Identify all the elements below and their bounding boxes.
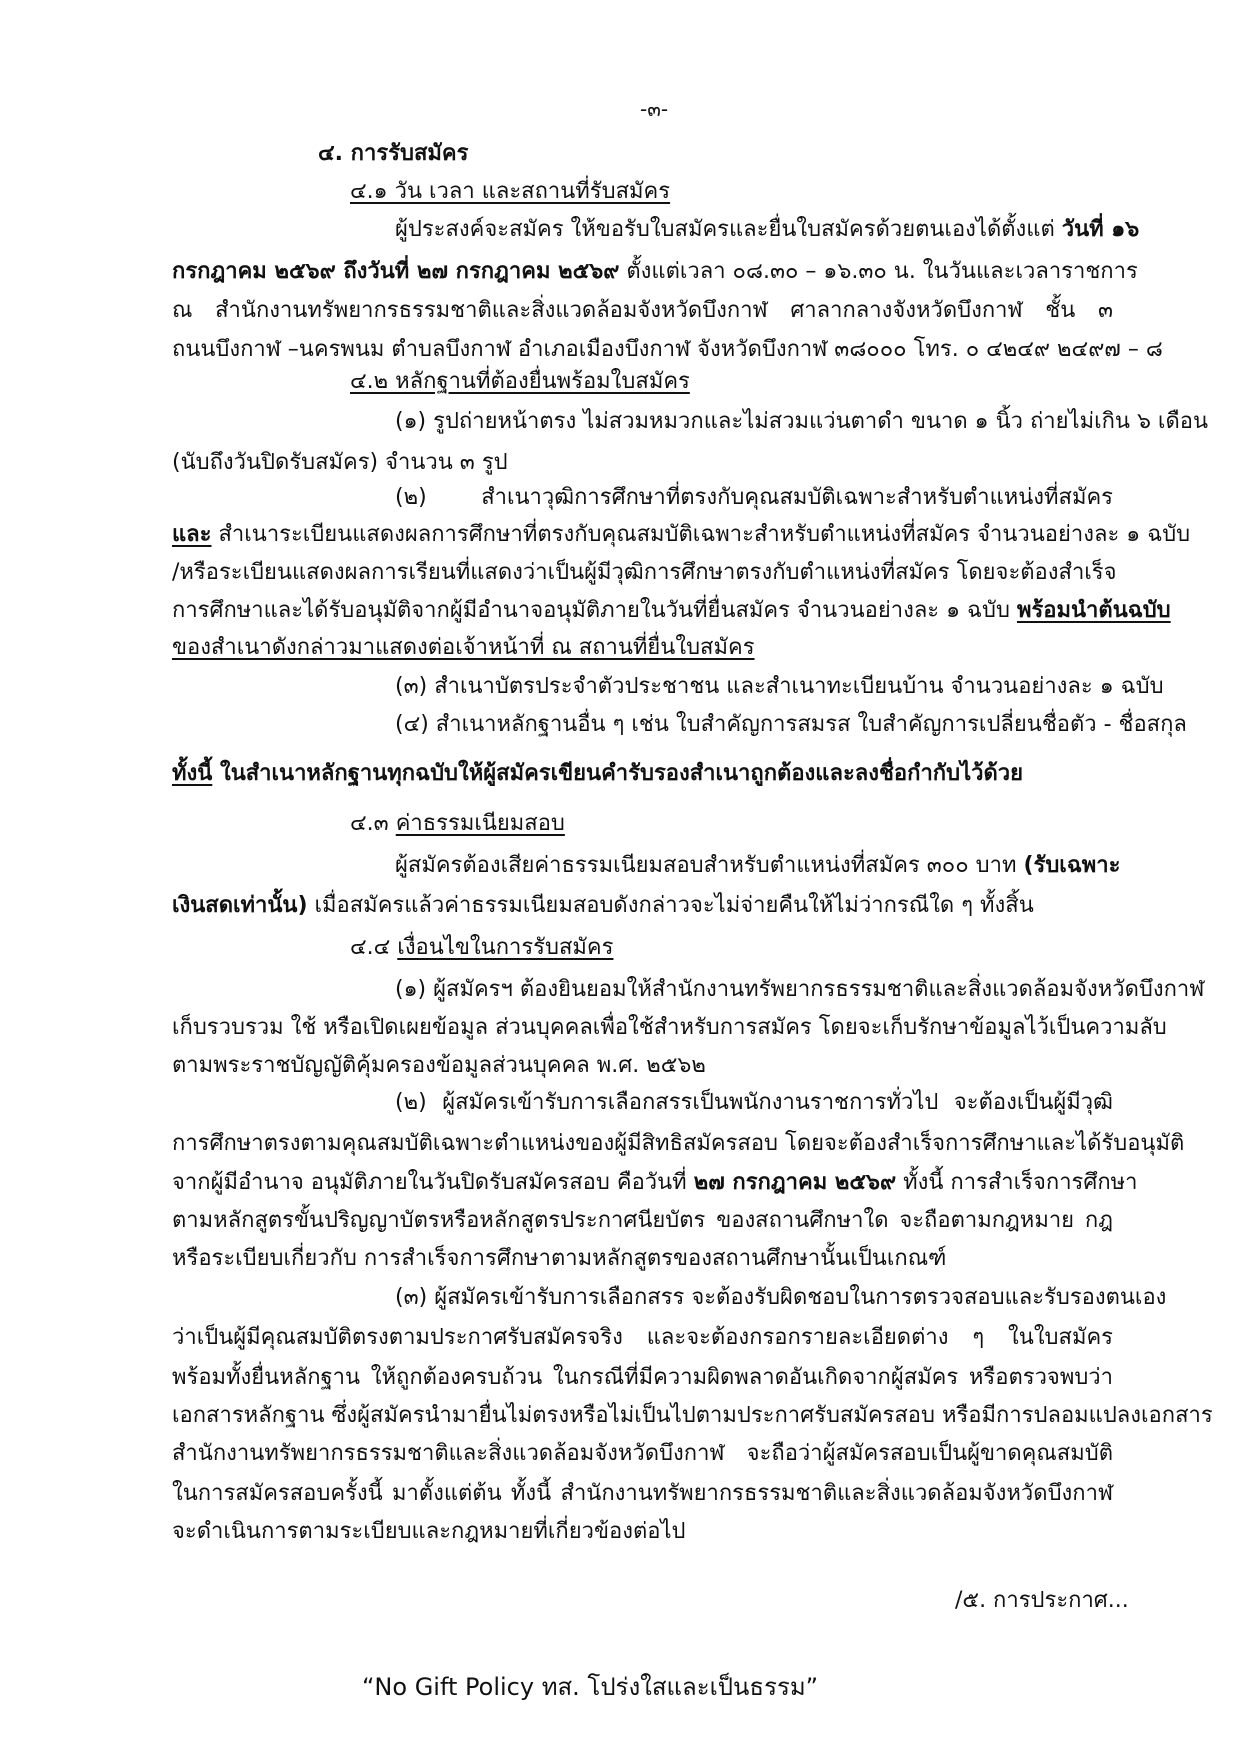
- paragraph-line: ถนนบึงกาฬ –นครพนม ตำบลบึงกาฬ อำเภอเมืองบึงกาฬ จังหวัดบึงกาฬ ๓๘๐๐๐ โทร. ๐ ๔๒๔๙ ๒๔๙๗ – ๘: [172, 337, 1163, 362]
- paragraph-line: (๑) ผู้สมัครฯ ต้องยินยอมให้สำนักงานทรัพยากรธรรมชาติและสิ่งแวดล้อมจังหวัดบึงกาฬ: [395, 977, 1205, 1002]
- paragraph-line: (๒) สำเนาวุฒิการศึกษาที่ตรงกับคุณสมบัติเฉพาะสำหรับตำแหน่งที่สมัคร: [395, 485, 1113, 510]
- paragraph-line: (๓) ผู้สมัครเข้ารับการเลือกสรร จะต้องรับผิดชอบในการตรวจสอบและรับรองตนเอง: [395, 1285, 1167, 1310]
- text-run-bold: (รับเฉพาะ: [1023, 853, 1121, 878]
- paragraph-line: การศึกษาตรงตามคุณสมบัติเฉพาะตำแหน่งของผู้มีสิทธิสมัครสอบ โดยจะต้องสำเร็จการศึกษาและได้รับอนุมัติ: [172, 1131, 1185, 1156]
- paragraph-line: [172, 1169, 1138, 1197]
- paragraph-line: สำนักงานทรัพยากรธรรมชาติและสิ่งแวดล้อมจังหวัดบึงกาฬ จะถือว่าผู้สมัครสอบเป็นผู้ขาดคุณสมบัติ: [172, 1441, 1113, 1466]
- paragraph-line: (๔) สำเนาหลักฐานอื่น ๆ เช่น ใบสำคัญการสมรส ใบสำคัญการเปลี่ยนชื่อตัว - ชื่อสกุล: [395, 712, 1187, 737]
- footer-policy: “No Gift Policy ทส. โปร่งใสและเป็นธรรม”: [362, 1673, 819, 1701]
- text-run: ผู้ประสงค์จะสมัคร ให้ขอรับใบสมัครและยื่นใบสมัครด้วยตนเองได้ตั้งแต่: [395, 217, 1055, 242]
- text-run-bold: วันที่ ๑๖: [1061, 217, 1140, 242]
- text-run: ทั้งนี้ การสำเร็จการศึกษา: [903, 1170, 1138, 1195]
- paragraph-line: [172, 892, 1034, 920]
- paragraph-line: ตามหลักสูตรขั้นปริญญาบัตรหรือหลักสูตรประกาศนียบัตร ของสถานศึกษาใด จะถือตามกฎหมาย กฎ: [172, 1208, 1113, 1233]
- paragraph-line: จะดำเนินการตามระเบียบและกฎหมายที่เกี่ยวข้องต่อไป: [172, 1519, 686, 1544]
- text-run-underlined: พร้อมนำต้นฉบับ: [1016, 598, 1171, 623]
- subsection-title-4-3: [350, 810, 565, 838]
- text-run-bold: ๒๗ กรกฎาคม ๒๕๖๙: [693, 1170, 897, 1195]
- paragraph-line: ณ สำนักงานทรัพยากรธรรมชาติและสิ่งแวดล้อมจังหวัดบึงกาฬ ศาลากลางจังหวัดบึงกาฬ ชั้น ๓: [172, 298, 1113, 323]
- subsection-title-4-2: ๔.๒ หลักฐานที่ต้องยื่นพร้อมใบสมัคร: [350, 369, 690, 394]
- paragraph-line: /หรือระเบียนแสดงผลการเรียนที่แสดงว่าเป็นผู้มีวุฒิการศึกษาตรงกับตำแหน่งที่สมัคร โดยจะต้องสำเร็จ: [172, 560, 1117, 585]
- text-run: ๔.๓: [350, 811, 396, 836]
- paragraph-line: ว่าเป็นผู้มีคุณสมบัติตรงตามประกาศรับสมัครจริง และจะต้องกรอกรายละเอียดต่าง ๆ ในใบสมัคร: [172, 1325, 1113, 1350]
- paragraph-line: [172, 597, 1171, 625]
- paragraph-line: เอกสารหลักฐาน ซึ่งผู้สมัครนำมายื่นไม่ตรงหรือไม่เป็นไปตามประกาศรับสมัครสอบ หรือมีการปลอมแปลงเอกสาร: [172, 1403, 1213, 1428]
- text-run: ตั้งแต่เวลา ๐๘.๓๐ – ๑๖.๓๐ น. ในวันและเวลาราชการ: [626, 259, 1138, 284]
- text-run-underlined: เงื่อนไขในการรับสมัคร: [397, 935, 614, 960]
- text-run-bold: และ: [172, 522, 212, 547]
- text-run: จากผู้มีอำนาจ อนุมัติภายในวันปิดรับสมัครสอบ คือวันที่: [172, 1170, 687, 1195]
- continuation-marker: /๕. การประกาศ...: [955, 1588, 1129, 1613]
- section-heading: ๔. การรับสมัคร: [318, 141, 469, 166]
- paragraph-line: (๒) ผู้สมัครเข้ารับการเลือกสรรเป็นพนักงานราชการทั่วไป จะต้องเป็นผู้มีวุฒิ: [395, 1090, 1113, 1115]
- text-run-underlined: ค่าธรรมเนียมสอบ: [395, 811, 565, 836]
- paragraph-line: [395, 216, 1140, 244]
- text-run: เมื่อสมัครแล้วค่าธรรมเนียมสอบดังกล่าวจะไม่จ่ายคืนให้ไม่ว่ากรณีใด ๆ ทั้งสิ้น: [307, 893, 1034, 918]
- text-run-underlined: ทั้งนี้: [172, 761, 213, 786]
- page-number: -๓-: [640, 97, 669, 121]
- paragraph-line: ของสำเนาดังกล่าวมาแสดงต่อเจ้าหน้าที่ ณ สถานที่ยื่นใบสมัคร: [172, 635, 755, 660]
- paragraph-line: (นับถึงวันปิดรับสมัคร) จำนวน ๓ รูป: [172, 450, 508, 475]
- paragraph-line: [172, 258, 1138, 286]
- text-run-bold: ในสำเนาหลักฐานทุกฉบับให้ผู้สมัครเขียนคำรับรองสำเนาถูกต้องและลงชื่อกำกับไว้ด้วย: [212, 761, 1024, 786]
- note-line: [172, 760, 1023, 788]
- paragraph-line: พร้อมทั้งยื่นหลักฐาน ให้ถูกต้องครบถ้วน ในกรณีที่มีความผิดพลาดอันเกิดจากผู้สมัคร หรือตรวจพบว่า: [172, 1365, 1113, 1390]
- text-run: ผู้สมัครต้องเสียค่าธรรมเนียมสอบสำหรับตำแหน่งที่สมัคร ๓๐๐ บาท: [395, 853, 1017, 878]
- text-run: การศึกษาและได้รับอนุมัติจากผู้มีอำนาจอนุมัติภายในวันที่ยื่นสมัคร จำนวนอย่างละ ๑ ฉบับ: [172, 598, 1010, 623]
- text-run-bold: กรกฎาคม ๒๕๖๙ ถึงวันที่ ๒๗ กรกฎาคม ๒๕๖๙: [172, 259, 620, 284]
- subsection-title-4-1: ๔.๑ วัน เวลา และสถานที่รับสมัคร: [350, 179, 671, 204]
- subsection-title-4-4: [350, 934, 613, 962]
- paragraph-line: (๑) รูปถ่ายหน้าตรง ไม่สวมหมวกและไม่สวมแว่นตาดำ ขนาด ๑ นิ้ว ถ่ายไม่เกิน ๖ เดือน: [395, 409, 1208, 434]
- text-run: สำเนาระเบียนแสดงผลการศึกษาที่ตรงกับคุณสมบัติเฉพาะสำหรับตำแหน่งที่สมัคร จำนวนอย่างละ ๑ ฉบับ: [211, 522, 1191, 547]
- paragraph-line: ตามพระราชบัญญัติคุ้มครองข้อมูลส่วนบุคคล พ.ศ. ๒๕๖๒: [172, 1053, 706, 1078]
- paragraph-line: ในการสมัครสอบครั้งนี้ มาตั้งแต่ต้น ทั้งนี้ สำนักงานทรัพยากรธรรมชาติและสิ่งแวดล้อมจังหวัดบึงกาฬ: [172, 1481, 1113, 1506]
- text-run-bold: เงินสดเท่านั้น): [172, 893, 308, 918]
- paragraph-line: เก็บรวบรวม ใช้ หรือเปิดเผยข้อมูล ส่วนบุคคลเพื่อใช้สำหรับการสมัคร โดยจะเก็บรักษาข้อมูลไว้เป็นความลับ: [172, 1015, 1167, 1040]
- paragraph-line: [172, 521, 1191, 549]
- text-run: ๔.๔: [350, 935, 398, 960]
- paragraph-line: (๓) สำเนาบัตรประจำตัวประชาชน และสำเนาทะเบียนบ้าน จำนวนอย่างละ ๑ ฉบับ: [395, 674, 1164, 699]
- paragraph-line: หรือระเบียบเกี่ยวกับ การสำเร็จการศึกษาตามหลักสูตรของสถานศึกษานั้นเป็นเกณฑ์: [172, 1246, 947, 1271]
- paragraph-line: [395, 852, 1121, 880]
